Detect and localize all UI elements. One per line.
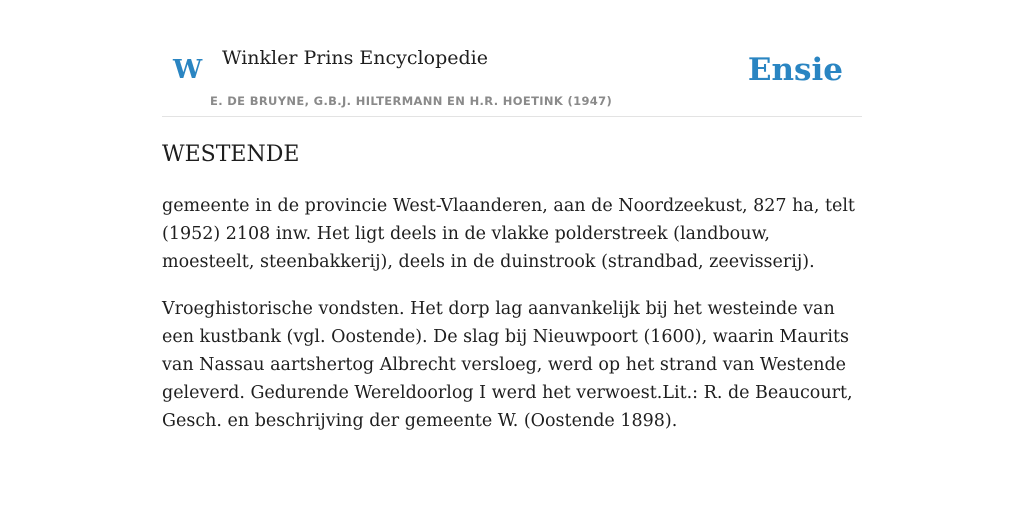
entry-title: WESTENDE <box>162 142 300 167</box>
winkler-prins-logo[interactable]: W <box>173 55 203 85</box>
book-authors: E. DE BRUYNE, G.B.J. HILTERMANN EN H.R. HOETINK (1947) <box>210 94 613 108</box>
article <box>162 138 862 435</box>
encyclopedia-header <box>162 40 862 117</box>
article-paragraph: gemeente in de provincie West-Vlaanderen, aan de Noordzeekust, 827 ha, telt (1952) 2108 inw. Het ligt deels in de vlakke polderstreek (landbouw, moesteelt, steenbakkerij), deels in de duinstrook (strandbad, zeevisserij). <box>162 196 855 272</box>
book-title[interactable]: Winkler Prins Encyclopedie <box>222 47 488 69</box>
article-paragraph: Vroeghistorische vondsten. Het dorp lag aanvankelijk bij het westeinde van een kustbank (vgl. Oostende). De slag bij Nieuwpoort (1600), waarin Maurits van Nassau aartshertog Albrecht versloeg, werd op het strand van Westende geleverd. Gedurende Wereldoorlog I werd het verwoest.Lit.: R. de Beaucourt, Gesch. en beschrijving der gemeente W. (Oostende 1898). <box>162 299 853 431</box>
ensie-logo-link[interactable]: Ensie <box>747 52 843 88</box>
